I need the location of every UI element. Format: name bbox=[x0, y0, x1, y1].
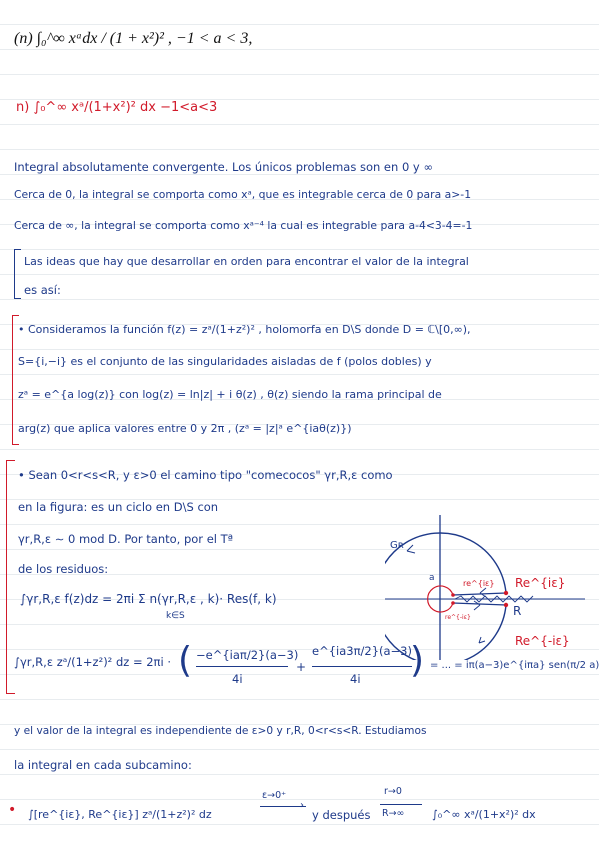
ideas-line: es así: bbox=[24, 283, 61, 297]
residue-sum-index: k∈S bbox=[166, 611, 185, 621]
ideas-line: Las ideas que hay que desarrollar en orden para encontrar el valor de la integral bbox=[24, 255, 469, 268]
limit-arrow-eps: ε→0⁺ bbox=[262, 790, 287, 801]
last-rhs: ∫₀^∞ xᵃ/(1+x²)² dx bbox=[432, 808, 536, 821]
equation-numerator-1: −e^{iaπ/2}(a−3) bbox=[196, 648, 299, 662]
figure-label: Re^{iε} bbox=[515, 576, 566, 590]
paragraph-line: y el valor de la integral es independiente de ε>0 y r,R, 0<r<s<R. Estudiamos bbox=[14, 725, 427, 737]
arrow-line bbox=[380, 804, 422, 805]
equation-rhs: = ... = iπ(a−3)e^{iπa} sen(π/2 a) bbox=[430, 660, 599, 671]
bullet: • bbox=[8, 802, 17, 818]
limit-arrow-r: r→0 bbox=[384, 786, 402, 797]
point-R-bottom bbox=[504, 603, 508, 607]
residue-equation: ∫γr,R,ε f(z)dz = 2πi Σ n(γr,R,ε , k)· Res(f, k) bbox=[20, 592, 277, 606]
equation-numerator-2: e^{ia3π/2}(a−3) bbox=[312, 644, 412, 658]
problem-statement: (n) ∫₀^∞ xᵃdx / (1 + x²)² , −1 < a < 3, bbox=[14, 30, 253, 47]
limit-arrow-R: R→∞ bbox=[382, 808, 405, 819]
equation-lhs: ∫γr,R,ε zᵃ/(1+z²)² dz = 2πi · bbox=[14, 655, 171, 669]
paragraph-line: arg(z) que aplica valores entre 0 y 2π , (zᵃ = |z|ᵃ e^{iaθ(z)}) bbox=[18, 422, 352, 435]
point-r-bottom bbox=[451, 601, 455, 605]
equation-denominator-1: 4i bbox=[232, 672, 243, 686]
paragraph-line: γr,R,ε ∼ 0 mod D. Por tanto, por el Tª bbox=[18, 532, 234, 546]
figure-label: R bbox=[513, 604, 522, 618]
then-text: y después bbox=[312, 808, 371, 822]
paragraph-line: S={i,−i} es el conjunto de las singularidades aisladas de f (polos dobles) y bbox=[18, 355, 432, 368]
equation-denominator-2: 4i bbox=[350, 672, 361, 686]
point-r-top bbox=[451, 593, 455, 597]
handwritten-title: n) ∫₀^∞ xᵃ/(1+x²)² dx −1<a<3 bbox=[16, 100, 218, 115]
plus-sign: + bbox=[296, 660, 307, 674]
paragraph-line: la integral en cada subcamino: bbox=[14, 758, 192, 772]
paragraph-line: zᵃ = e^{a log(z)} con log(z) = ln|z| + i θ(z) , θ(z) siendo la rama principal de bbox=[18, 388, 442, 401]
fraction-bar bbox=[312, 666, 412, 667]
upper-segment bbox=[453, 593, 506, 595]
last-integral: ∫[re^{iε}, Re^{iε}] zᵃ/(1+z²)² dz bbox=[28, 808, 212, 821]
arrow-big-arc-bottom bbox=[479, 637, 485, 643]
figure-label: a bbox=[429, 573, 435, 583]
ideas-bracket bbox=[14, 249, 21, 299]
big-paren-right: ) bbox=[410, 640, 425, 681]
arrow-big-arc bbox=[407, 545, 415, 553]
big-paren-left: ( bbox=[178, 640, 193, 681]
paragraph-line: en la figura: es un ciclo en D\S con bbox=[18, 500, 219, 514]
paragraph-line: Cerca de 0, la integral se comporta como xᵃ, que es integrable cerca de 0 para a>-1 bbox=[14, 188, 472, 201]
figure-label: Gʀ bbox=[390, 540, 404, 551]
point-R-top bbox=[504, 591, 508, 595]
paragraph-line: Cerca de ∞, la integral se comporta como xᵃ⁻⁴ la cual es integrable para a-4<3-4=-1 bbox=[14, 219, 473, 232]
paragraph-line: • Consideramos la función f(z) = zᵃ/(1+z²)² , holomorfa en D\S donde D = ℂ\[0,∞), bbox=[18, 323, 471, 336]
big-arc bbox=[385, 533, 506, 660]
arrow-head: › bbox=[300, 800, 304, 811]
paragraph-line: Integral absolutamente convergente. Los únicos problemas son en 0 y ∞ bbox=[14, 160, 433, 174]
fraction-bar bbox=[196, 666, 288, 667]
figure-label: re^{-iε} bbox=[445, 614, 471, 621]
paragraph-line: • Sean 0<r<s<R, y ε>0 el camino tipo "comecocos" γr,R,ε como bbox=[18, 468, 393, 482]
pacman-contour-figure bbox=[385, 515, 595, 660]
figure-label: Re^{-iε} bbox=[515, 634, 570, 648]
figure-label: re^{iε} bbox=[463, 579, 495, 588]
paragraph-line: de los residuos: bbox=[18, 562, 109, 576]
